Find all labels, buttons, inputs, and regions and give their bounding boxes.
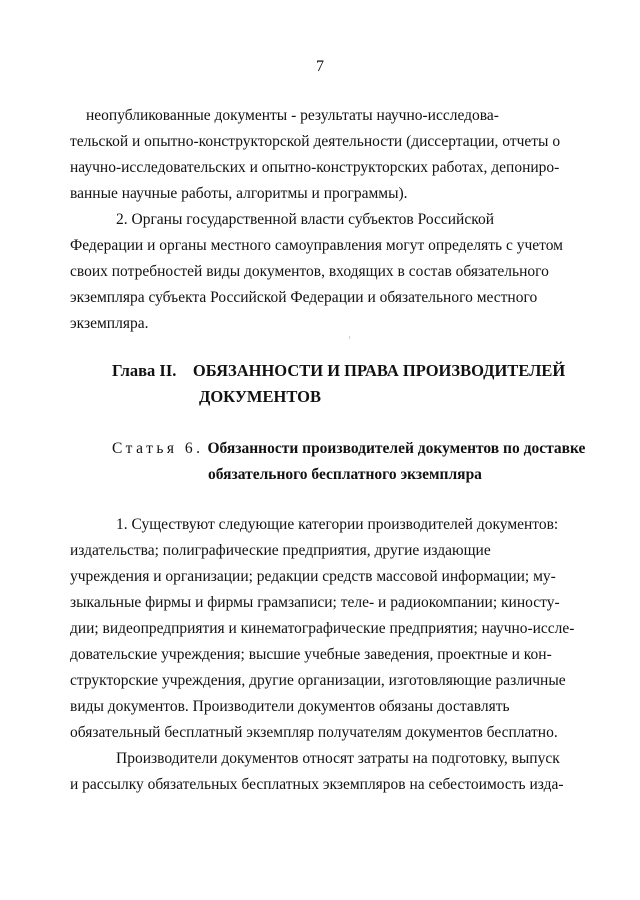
paragraph-continuation	[70, 103, 575, 207]
article-title-line1: Обязанности производителей документов по доставке	[207, 440, 586, 457]
paragraph-item-2	[70, 207, 575, 337]
paragraph-costs	[70, 746, 575, 798]
article-label: Статья 6.	[112, 440, 204, 457]
text-line: научно-исследовательских и опытно-конструкторских работах, депониро-	[70, 159, 560, 176]
text-line: Федерации и органы местного самоуправления могут определять с учетом	[70, 237, 563, 254]
text-line: Производители документов относят затраты на подготовку, выпуск	[116, 750, 560, 767]
text-line: и рассылку обязательных бесплатных экземпляров на себестоимость изда-	[70, 776, 564, 793]
paragraph-item-1	[70, 512, 575, 746]
chapter-heading	[112, 358, 575, 410]
text-line: экземпляра.	[70, 315, 149, 332]
chapter-title-line2: ДОКУМЕНТОВ	[199, 387, 321, 406]
text-line: зыкальные фирмы и фирмы грамзаписи; теле- и радиокомпании; киносту-	[70, 594, 560, 611]
text-line: тельской и опытно-конструкторской деятельности (диссертации, отчеты о	[70, 133, 561, 150]
article-heading	[112, 436, 586, 488]
page-number: 7	[316, 58, 324, 75]
text-line: своих потребностей виды документов, входящих в состав обязательного	[70, 263, 549, 280]
text-line: довательские учреждения; высшие учебные заведения, проектные и кон-	[70, 646, 552, 663]
chapter-label: Глава II.	[112, 361, 177, 380]
text-line: 1. Существуют следующие категории производителей документов:	[116, 516, 559, 533]
text-line: обязательный бесплатный экземпляр получателям документов бесплатно.	[70, 724, 558, 741]
text-line: учреждения и организации; редакции средств массовой информации; му-	[70, 568, 556, 585]
text-line: структорские учреждения, другие организации, изготовляющие различные	[70, 672, 566, 689]
chapter-title-line1: ОБЯЗАННОСТИ И ПРАВА ПРОИЗВОДИТЕЛЕЙ	[192, 361, 566, 380]
text-line: 2. Органы государственной власти субъектов Российской	[116, 211, 495, 228]
text-line: неопубликованные документы - результаты научно-исследова-	[86, 107, 499, 124]
text-line: экземпляра субъекта Российской Федерации и обязательного местного	[70, 289, 538, 306]
scan-mark	[349, 336, 350, 339]
text-line: виды документов. Производители документов обязаны доставлять	[70, 698, 510, 715]
article-title-line2: обязательного бесплатного экземпляра	[208, 466, 482, 483]
text-line: издательства; полиграфические предприятия, другие издающие	[70, 542, 491, 559]
text-line: ванные научные работы, алгоритмы и программы).	[70, 185, 408, 202]
text-line: дии; видеопредприятия и кинематографические предприятия; научно-иссле-	[70, 620, 575, 637]
